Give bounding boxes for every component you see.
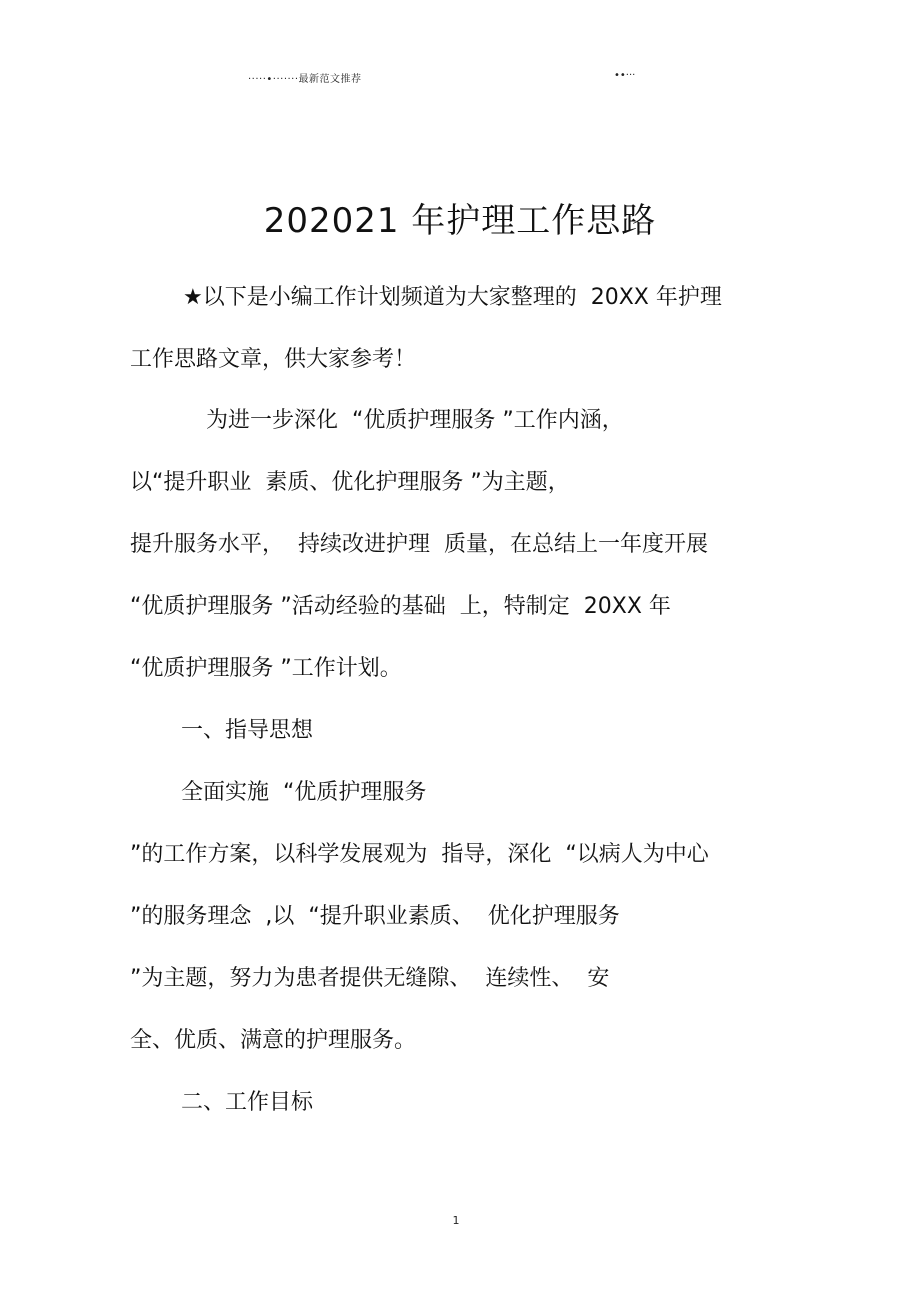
body-line-1: 为进一步深化 “优质护理服务 ”工作内涵， <box>206 408 624 433</box>
section-heading-1: 一、指导思想 <box>181 718 314 743</box>
body-line-2: 以“提升职业 素质、优化护理服务 ”为主题， <box>130 470 570 495</box>
intro-line-2: 工作思路文章，供大家参考！ <box>130 347 417 372</box>
section1-line-1: 全面实施 “优质护理服务 <box>181 780 427 805</box>
intro-line-1: ★以下是小编工作计划频道为大家整理的 20XX 年护理 <box>183 285 722 310</box>
section1-line-4: ”为主题，努力为患者提供无缝隙、 连续性、 安 <box>130 966 610 991</box>
section-heading-2: 二、工作目标 <box>181 1090 314 1115</box>
body-line-4: “优质护理服务 ”活动经验的基础 上，特制定 20XX 年 <box>130 594 671 619</box>
header-dots: ••··· <box>614 70 636 81</box>
body-line-5: “优质护理服务 ”工作计划。 <box>130 656 402 681</box>
section1-line-2: ”的工作方案，以科学发展观为 指导，深化 “以病人为中心 <box>130 842 709 867</box>
page-title: 202021 年护理工作思路 <box>263 200 657 241</box>
header-recommend-text: ·····•·······最新范文推荐 <box>248 74 362 85</box>
page-number: 1 <box>452 1214 460 1227</box>
section1-line-5: 全、优质、满意的护理服务。 <box>130 1028 417 1053</box>
body-line-3: 提升服务水平， 持续改进护理 质量，在总结上一年度开展 <box>130 532 708 557</box>
section1-line-3: ”的服务理念 ,以 “提升职业素质、 优化护理服务 <box>130 904 620 929</box>
